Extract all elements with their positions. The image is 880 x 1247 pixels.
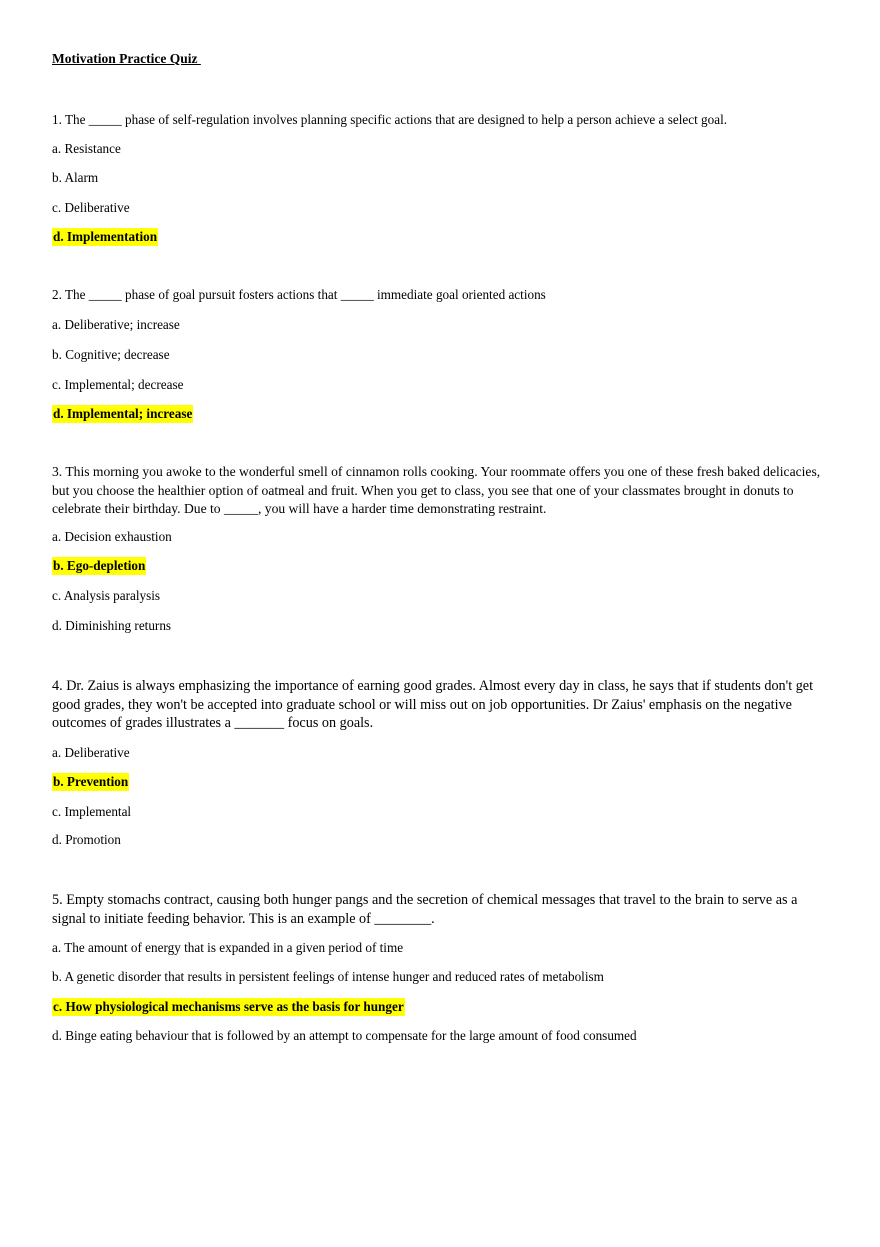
answer-option: b. Cognitive; decrease — [52, 347, 170, 362]
answer-option: a. Deliberative; increase — [52, 317, 180, 332]
correct-answer — [52, 405, 193, 423]
question-5 — [52, 891, 824, 928]
answer-option: c. Deliberative — [52, 200, 130, 215]
question-4 — [52, 677, 824, 733]
correct-answer — [52, 557, 146, 575]
answer-option: a. Decision exhaustion — [52, 529, 172, 544]
question-3 — [52, 463, 824, 519]
question-stem: 3. This morning you awoke to the wonderful smell of cinnamon rolls cooking. Your roommate offers you one of these fresh baked delicacies, but you choose the healthier option of oatmeal and fruit. When you get to class, you see that one of your classmates brought in donuts to celebrate their birthday. Due to _____, you will have a harder time demonstrating restraint. — [52, 464, 821, 516]
answer-highlight: b. Prevention — [53, 774, 129, 789]
answer-option: a. The amount of energy that is expanded in a given period of time — [52, 940, 404, 955]
answer-option: c. Analysis paralysis — [52, 588, 161, 603]
answer-option: d. Promotion — [52, 832, 121, 847]
answer-option: b. A genetic disorder that results in persistent feelings of intense hunger and reduced rates of metabolism — [52, 969, 604, 984]
correct-answer — [52, 998, 405, 1016]
answer-highlight: d. Implemental; increase — [53, 406, 193, 421]
answer-option: a. Resistance — [52, 141, 121, 156]
question-2 — [52, 286, 824, 305]
question-stem: 2. The _____ phase of goal pursuit fosters actions that _____ immediate goal oriented actions — [52, 287, 546, 302]
question-stem: 5. Empty stomachs contract, causing both hunger pangs and the secretion of chemical messages that travel to the brain to serve as a signal to initiate feeding behavior. This is an example of ________. — [52, 892, 798, 927]
answer-highlight: c. How physiological mechanisms serve as the basis for hunger — [53, 999, 404, 1014]
answer-option: b. Alarm — [52, 170, 99, 185]
question-stem: 4. Dr. Zaius is always emphasizing the importance of earning good grades. Almost every day in class, he says that if students don't get good grades, they won't be accepted into graduate school or will miss out on job opportunities. Dr Zaius' emphasis on the negative outcomes of grades illustrates a _______ focus on goals. — [52, 678, 814, 731]
answer-highlight: d. Implementation — [53, 229, 158, 244]
answer-option: d. Diminishing returns — [52, 618, 172, 633]
answer-highlight: b. Ego-depletion — [53, 558, 146, 573]
question-1 — [52, 111, 824, 130]
answer-option: c. Implemental — [52, 804, 132, 819]
question-stem: 1. The _____ phase of self-regulation involves planning specific actions that are designed to help a person achieve a select goal. — [52, 112, 728, 127]
answer-option: a. Deliberative — [52, 745, 130, 760]
correct-answer — [52, 228, 158, 246]
answer-option: d. Binge eating behaviour that is followed by an attempt to compensate for the large amount of food consumed — [52, 1028, 637, 1043]
correct-answer — [52, 773, 129, 791]
page-title: Motivation Practice Quiz — [52, 51, 201, 66]
answer-option: c. Implemental; decrease — [52, 377, 184, 392]
